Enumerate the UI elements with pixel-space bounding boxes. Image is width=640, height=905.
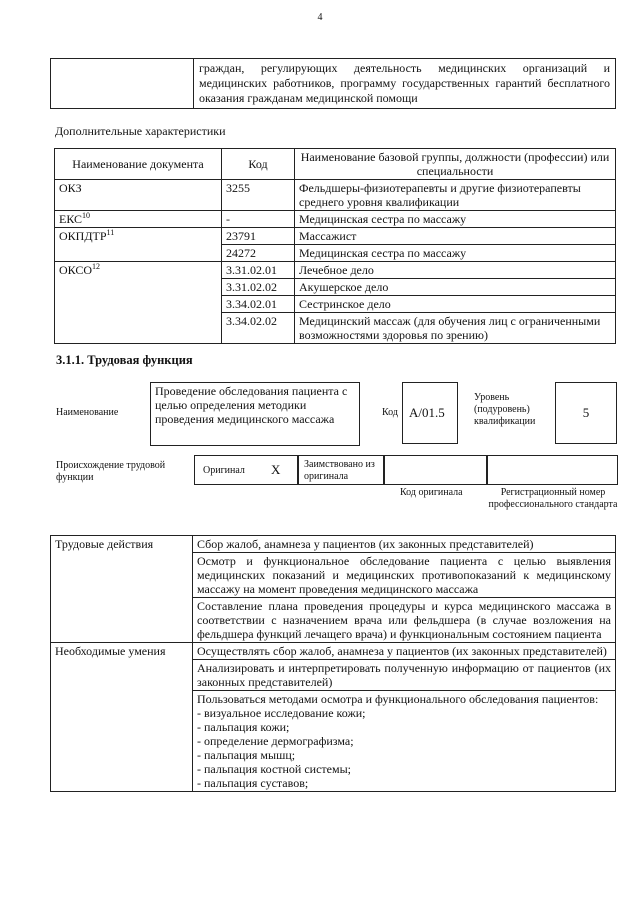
skill-list-intro: Пользоваться методами осмотра и функционального обследования пациентов: — [197, 692, 599, 706]
list-item: - пальпация мышц; — [197, 748, 296, 762]
top-table — [50, 58, 616, 109]
name-cell: Лечебное дело — [295, 262, 616, 279]
footnote-ref: 11 — [106, 228, 115, 237]
footnote-ref: 12 — [92, 262, 101, 271]
doc-name: ОКСО — [59, 263, 93, 277]
code-cell: 23791 — [222, 228, 295, 245]
doc-name: ЕКС — [59, 212, 83, 226]
code-cell: 3.31.02.01 — [222, 262, 295, 279]
code-original-cell — [383, 455, 488, 485]
reg-number-cell — [486, 455, 618, 485]
doc-cell — [55, 228, 222, 262]
top-table-empty-cell — [51, 59, 194, 109]
level-label: Уровень (подуровень) квалификации — [474, 392, 536, 427]
labor-action: Осмотр и функциональное обследование пациента с целью выявления медицинских показаний и медицинских противопоказаний к медицинскому массажу на момент проведения медицинского массажа — [193, 553, 616, 598]
list-item: - определение дермографизма; — [197, 734, 354, 748]
labor-action: Сбор жалоб, анамнеза у пациентов (их законных представителей) — [193, 536, 616, 553]
code-cell: 3.31.02.02 — [222, 279, 295, 296]
name-cell: Медицинская сестра по массажу — [295, 211, 616, 228]
function-code: A/01.5 — [409, 405, 445, 420]
header-name: Наименование базовой группы, должности (профессии) или специальности — [295, 149, 616, 180]
skill-list-cell — [193, 691, 616, 792]
labor-action: Составление плана проведения процедуры и курса медицинского массажа в соответствии с назначением врача или фельдшера (в случае возложения на фельдшера функций лечащего врача) и функциональным состоянием пациента — [193, 598, 616, 643]
borrowed-cell — [297, 455, 385, 485]
actions-table — [50, 535, 616, 792]
name-cell: Массажист — [295, 228, 616, 245]
level-box — [555, 382, 617, 444]
footnote-ref: 10 — [82, 211, 91, 220]
code-cell: 24272 — [222, 245, 295, 262]
skill: Анализировать и интерпретировать полученную информацию от пациентов (их законных представителей) — [193, 660, 616, 691]
origin-label: Происхождение трудовой функции — [56, 460, 166, 483]
code-cell: 3.34.02.02 — [222, 313, 295, 344]
list-item: - пальпация костной системы; — [197, 762, 351, 776]
skills-label: Необходимые умения — [51, 643, 193, 792]
original-cell — [194, 455, 299, 485]
name-cell: Медицинский массаж (для обучения лиц с ограниченными возможностями здоровья по зрению) — [295, 313, 616, 344]
code-original-caption: Код оригинала — [400, 487, 463, 498]
doc-cell — [55, 211, 222, 228]
top-table-text: граждан, регулирующих деятельность медицинских организаций и медицинских работников, программу государственных гарантий бесплатного оказания гражданам медицинской помощи — [194, 59, 616, 109]
name-cell: Сестринское дело — [295, 296, 616, 313]
borrowed-label: Заимствовано из оригинала — [304, 459, 375, 482]
name-cell: Акушерское дело — [295, 279, 616, 296]
section-title: 3.1.1. Трудовая функция — [56, 353, 193, 367]
doc-cell — [55, 180, 222, 211]
labor-actions-label: Трудовые действия — [51, 536, 193, 643]
list-item: - пальпация суставов; — [197, 776, 309, 790]
code-cell: - — [222, 211, 295, 228]
doc-name: ОКЗ — [59, 181, 82, 195]
code-cell: 3255 — [222, 180, 295, 211]
skill: Осуществлять сбор жалоб, анамнеза у пациентов (их законных представителей) — [193, 643, 616, 660]
header-doc: Наименование документа — [55, 149, 222, 180]
original-label: Оригинал — [203, 465, 245, 476]
characteristics-table — [54, 148, 616, 344]
list-item: - визуальное исследование кожи; — [197, 706, 366, 720]
function-name: Проведение обследования пациента с целью определения методики проведения медицинского массажа — [155, 384, 348, 426]
skill-list — [197, 706, 611, 790]
level-value: 5 — [582, 405, 590, 420]
list-item: - пальпация кожи; — [197, 720, 290, 734]
function-code-box — [402, 382, 458, 444]
function-name-box — [150, 382, 360, 446]
name-label: Наименование — [56, 407, 119, 418]
doc-cell — [55, 262, 222, 344]
additional-heading: Дополнительные характеристики — [55, 124, 226, 138]
name-cell: Медицинская сестра по массажу — [295, 245, 616, 262]
code-cell: 3.34.02.01 — [222, 296, 295, 313]
name-cell: Фельдшеры-физиотерапевты и другие физиотерапевты среднего уровня квалификации — [295, 180, 616, 211]
header-code: Код — [222, 149, 295, 180]
reg-number-caption: Регистрационный номер профессионального стандарта — [488, 487, 618, 510]
code-label: Код — [382, 407, 398, 418]
page-number: 4 — [317, 12, 323, 23]
doc-name: ОКПДТР — [59, 229, 107, 243]
original-mark: X — [271, 462, 281, 477]
